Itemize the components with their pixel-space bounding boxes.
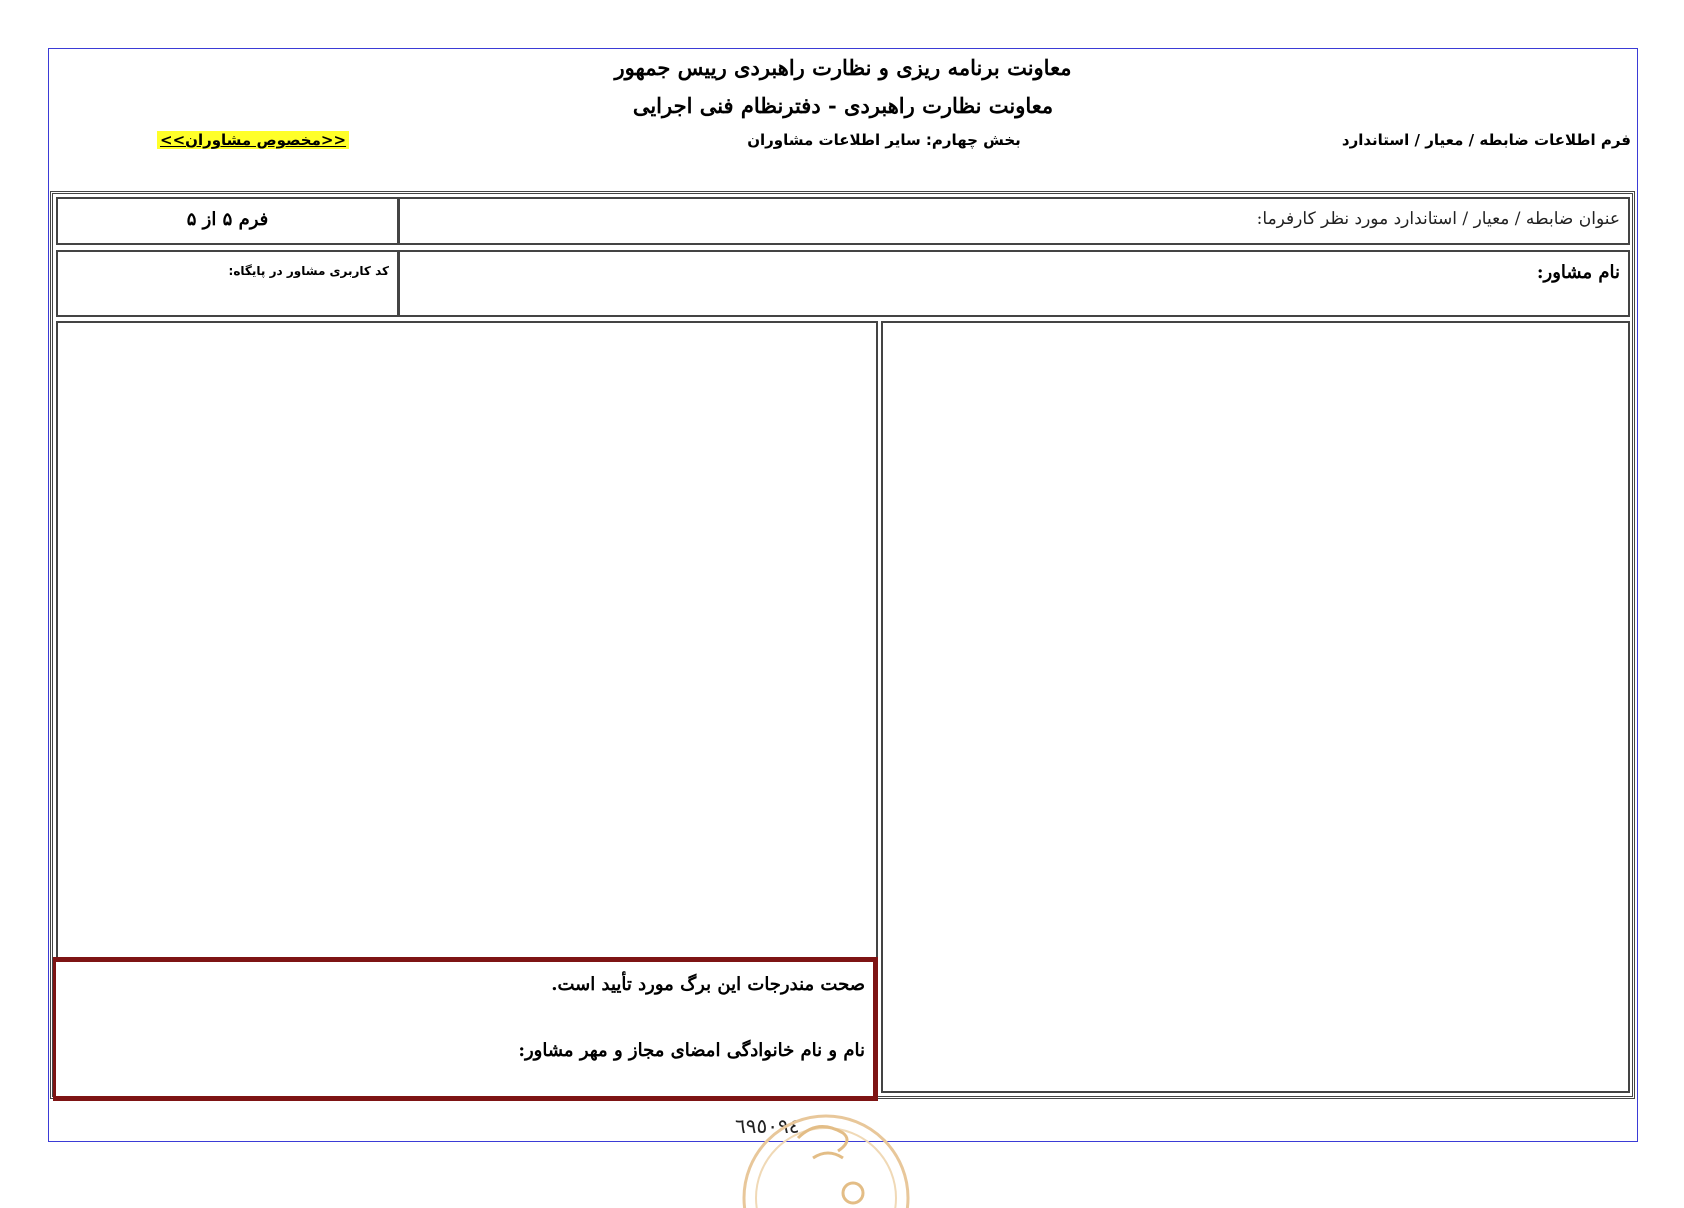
info-area-left[interactable] (56, 321, 878, 965)
signature-label: نام و نام خانوادگی امضای مجاز و مهر مشاور: (518, 1040, 865, 1061)
standard-title-label: عنوان ضابطه / معیار / استاندارد مورد نظر کارفرما: (1256, 209, 1620, 229)
consultants-only-tag: <<مخصوص مشاوران>> (157, 131, 349, 149)
user-code-cell[interactable] (56, 250, 399, 317)
page-title-line1: معاونت برنامه ریزی و نظارت راهبردی رییس جمهور (614, 55, 1072, 80)
consultant-name-label: نام مشاور: (1536, 262, 1620, 283)
form-table (50, 191, 1635, 1099)
form-count-cell (56, 197, 399, 245)
user-code-label: کد کاربری مشاور در پایگاه: (228, 264, 389, 278)
signature-box[interactable] (53, 957, 878, 1101)
info-area-right[interactable] (881, 321, 1630, 1093)
section-title: بخش چهارم: سایر اطلاعات مشاوران (747, 131, 1021, 149)
footer-number: ٦٩٥٠٩٤ (735, 1114, 800, 1138)
confirmation-text: صحت مندرجات این برگ مورد تأیید است. (551, 974, 865, 995)
page-title-line2: معاونت نظارت راهبردی - دفترنظام فنی اجرایی (632, 93, 1054, 118)
form-count: فرم ۵ از ۵ (186, 209, 269, 230)
form-name: فرم اطلاعات ضابطه / معیار / استاندارد (1341, 131, 1631, 149)
standard-title-cell[interactable] (398, 197, 1630, 245)
consultant-name-cell[interactable] (398, 250, 1630, 317)
